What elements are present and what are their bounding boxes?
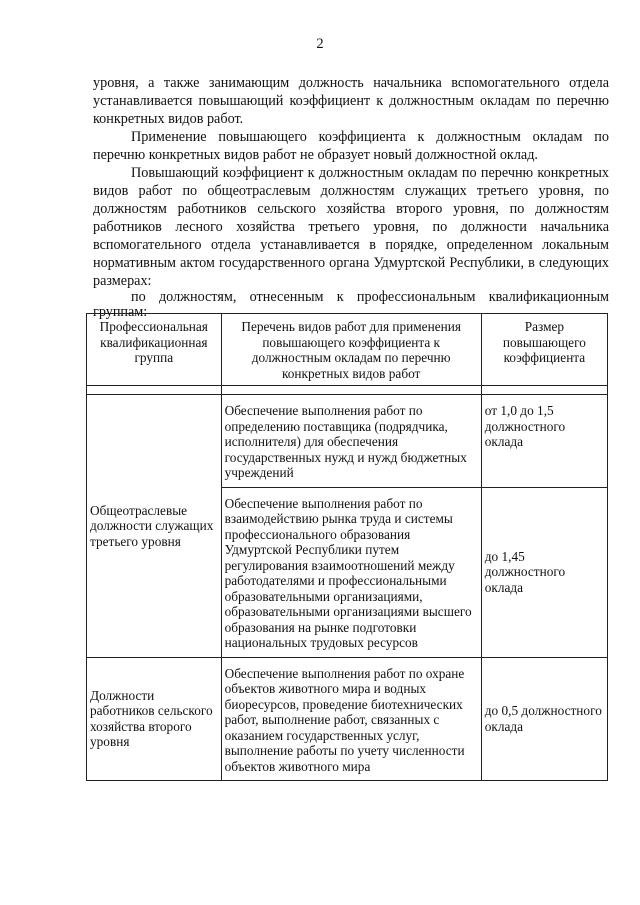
paragraph-4: по должностям, отнесенным к профессиональным квалификационным группам: — [93, 289, 609, 320]
header-works: Перечень видов работ для применения повышающего коэффициента к должностным окладам по перечню конкретных видов работ — [221, 314, 481, 386]
paragraph-2: Применение повышающего коэффициента к должностным окладам по перечню конкретных видов работ не образует новый должностной оклад. — [93, 129, 609, 163]
coefficient-table — [86, 313, 608, 781]
spacer-cell — [481, 386, 607, 395]
header-group: Профессиональная квалификационная группа — [87, 314, 222, 386]
group-name-cell: Должности работников сельского хозяйства второго уровня — [87, 657, 222, 781]
table-row — [87, 395, 608, 488]
size-cell: до 1,45 должностного оклада — [481, 487, 607, 657]
table-row — [87, 657, 608, 781]
size-cell: до 0,5 должностного оклада — [481, 657, 607, 781]
work-cell: Обеспечение выполнения работ по определению поставщика (подрядчика, исполнителя) для обеспечения государственных нужд и нужд бюджетных учреждений — [221, 395, 481, 488]
body-text — [93, 74, 609, 320]
header-size: Размер повышающего коэффициента — [481, 314, 607, 386]
work-cell: Обеспечение выполнения работ по взаимодействию рынка труда и системы профессионального образования Удмуртской Республики путем регулирования взаимоотношений между работодателями и профессиональными образовательными организациями, образовательными организациями высшего образования на рынке подготовки национальных трудовых ресурсов — [221, 487, 481, 657]
paragraph-1: уровня, а также занимающим должность начальника вспомогательного отдела устанавливается повышающий коэффициент к должностным окладам по перечню конкретных видов работ. — [93, 75, 609, 127]
spacer-cell — [221, 386, 481, 395]
table-spacer-row — [87, 386, 608, 395]
work-cell: Обеспечение выполнения работ по охране объектов животного мира и водных биоресурсов, проведение биотехнических работ, выполнение работ, связанных с оказанием государственных услуг, выполнение работы по учету численности объектов животного мира — [221, 657, 481, 781]
size-cell: от 1,0 до 1,5 должностного оклада — [481, 395, 607, 488]
page-number: 2 — [316, 36, 324, 52]
paragraph-3: Повышающий коэффициент к должностным окладам по перечню конкретных видов работ по общеотраслевым должностям служащих третьего уровня, по должностям работников сельского хозяйства второго уровня, по должностям работников лесного хозяйства третьего уровня, по должности начальника вспомогательного отдела устанавливается в порядке, определенном локальным нормативным актом государственного органа Удмуртской Республики, в следующих размерах: — [93, 165, 609, 289]
spacer-cell — [87, 386, 222, 395]
group-name-cell: Общеотраслевые должности служащих третьего уровня — [87, 395, 222, 658]
table-header-row — [87, 314, 608, 386]
